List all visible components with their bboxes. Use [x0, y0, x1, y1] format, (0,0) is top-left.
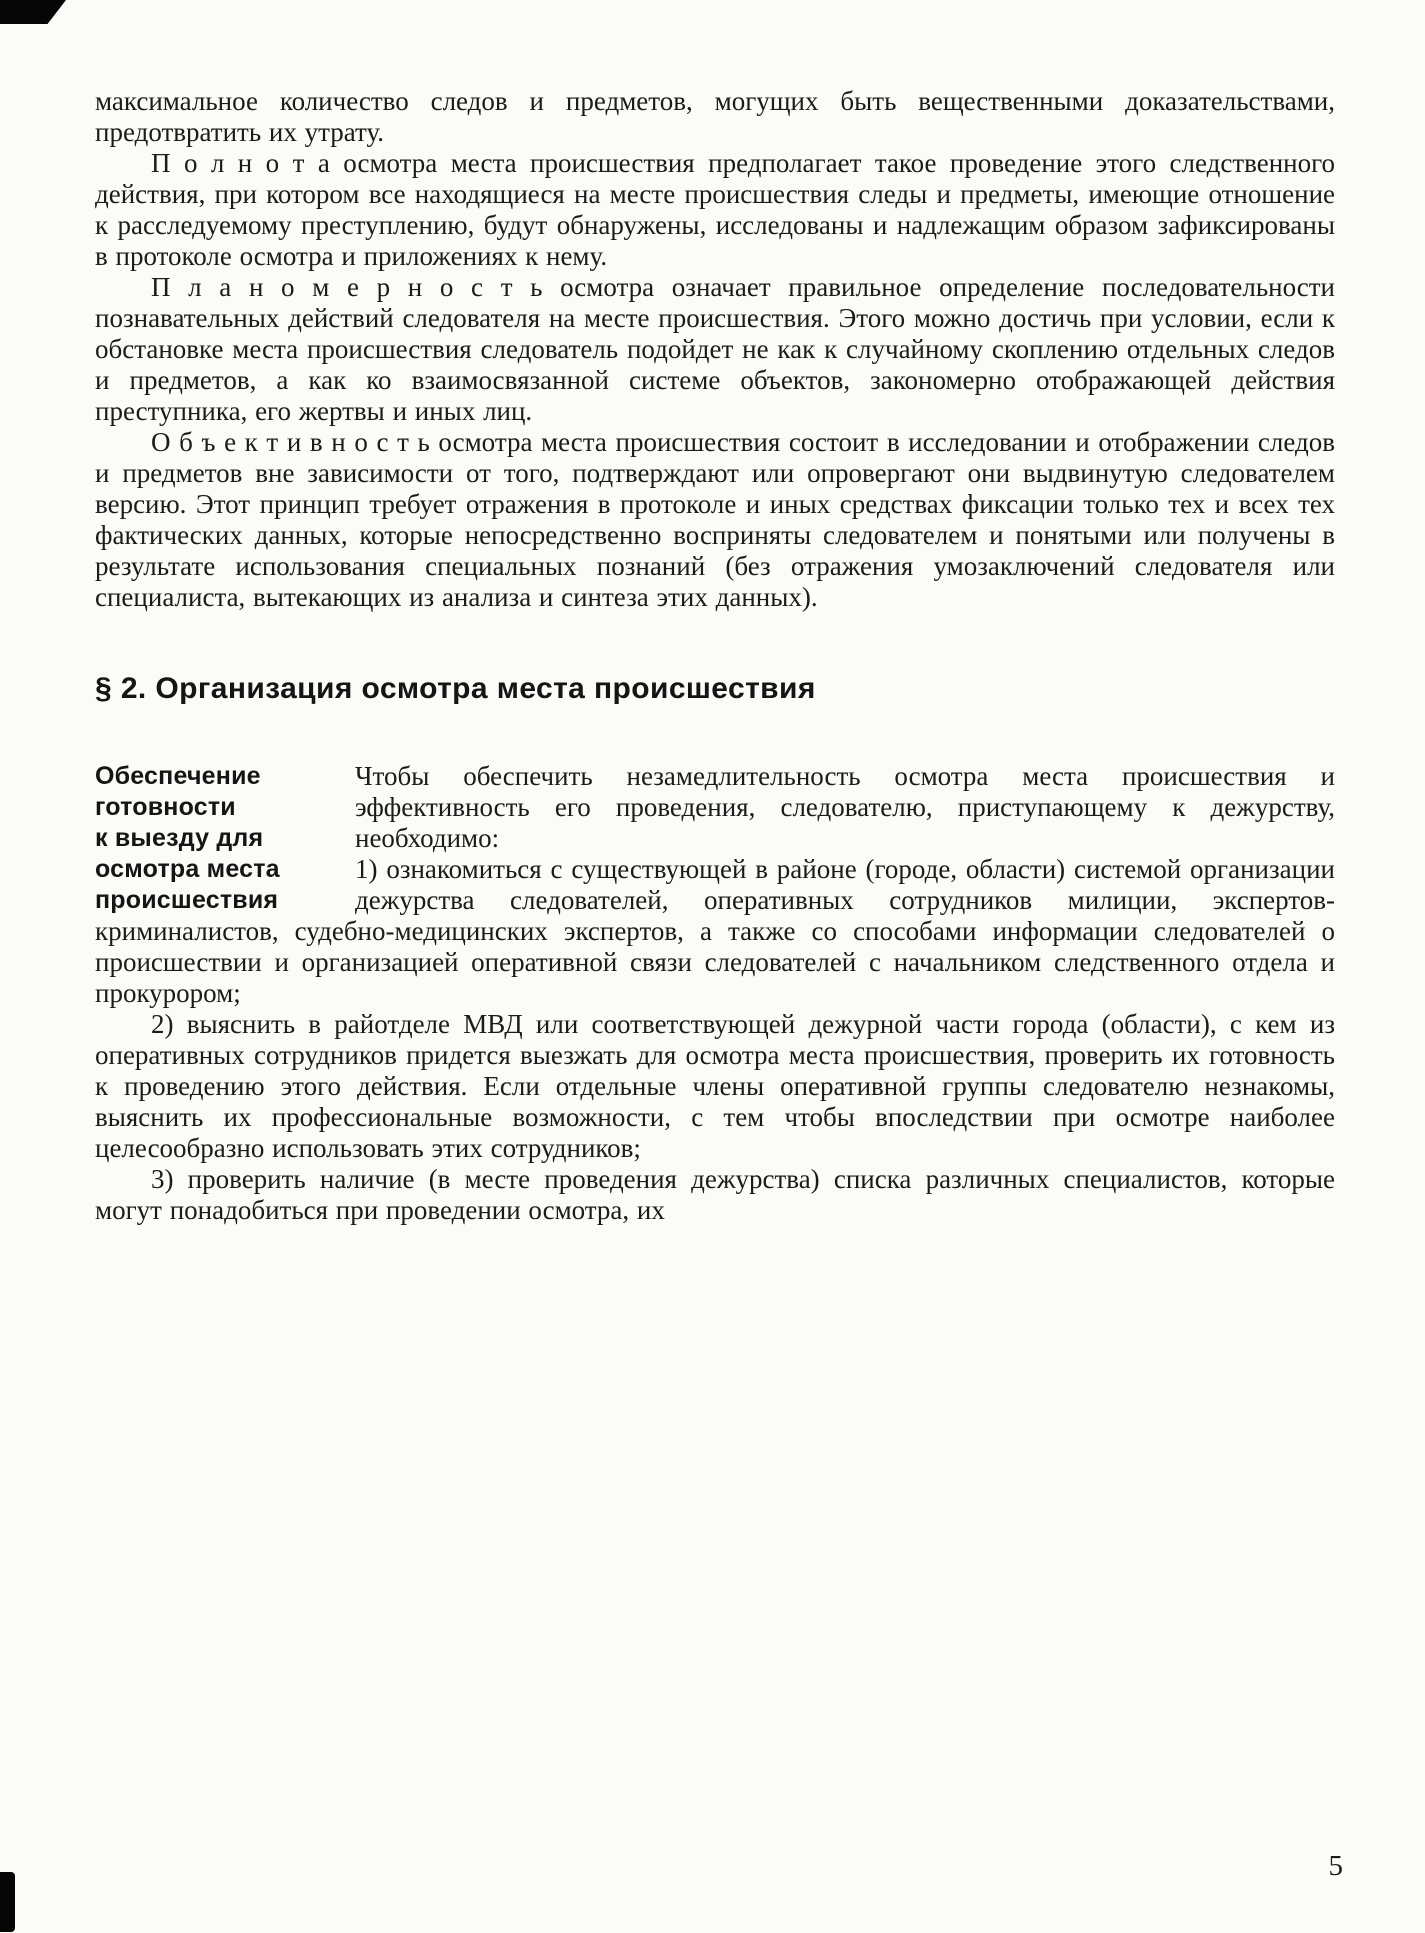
body-paragraph-polnota: П о л н о т а осмотра места происшествия предполагает такое проведение этого следственного действия, при котором все находящиеся на месте происшествия следы и предметы, имеющие отношение к расследуемому преступлению, будут обнаружены, исследованы и надлежащим образом зафиксированы в протоколе осмотра и приложениях к нему.	[95, 148, 1335, 271]
numbered-item-3: 3) проверить наличие (в месте проведения дежурства) списка различных специалистов, которые могут понадобиться при проведении осмотра, их	[95, 1164, 1335, 1225]
numbered-item-1: 1) ознакомиться с существующей в районе (городе, области) системой организации дежурства следователей, оперативных сотрудников милиции, экспертов-криминалистов, судебно-медицинских экспертов, а также со способами информации следователей о происшествии и организацией оперативной связи следователей с начальником следственного отдела и прокурором;	[95, 854, 1335, 1008]
margin-heading-line: к выезду для	[95, 824, 264, 852]
scan-artifact-bottom-left	[0, 1872, 15, 1932]
margin-heading-line: Обеспечение	[95, 762, 261, 790]
margin-heading	[95, 761, 355, 916]
page-number: 5	[1328, 1850, 1343, 1882]
numbered-item-2: 2) выяснить в райотделе МВД или соответствующей дежурной части города (области), с кем из оперативных сотрудников придется выезжать для осмотра места происшествия, проверить их готовность к проведению этого действия. Если отдельные члены оперативной группы следователю незнакомы, выяснить их профессиональные возможности, с тем чтобы впоследствии при осмотре наиболее целесообразно использовать этих сотрудников;	[95, 1009, 1335, 1163]
section-2-body	[95, 761, 1335, 1226]
section-heading: § 2. Организация осмотра места происшествия	[95, 672, 816, 705]
body-paragraph-obektivnost: О б ъ е к т и в н о с т ь осмотра места происшествия состоит в исследовании и отображении следов и предметов вне зависимости от того, подтверждают или опровергают они выдвинутую следователем версию. Этот принцип требует отражения в протоколе и иных средствах фиксации только тех и всех тех фактических данных, которые непосредственно восприняты следователем и понятыми или получены в результате использования специальных познаний (без отражения умозаключений следователя или специалиста, вытекающих из анализа и синтеза этих данных).	[95, 427, 1335, 612]
body-paragraph-planomernost: П л а н о м е р н о с т ь осмотра означает правильное определение последовательности познавательных действий следователя на месте происшествия. Этого можно достичь при условии, если к обстановке места происшествия следователь подойдет не как к случайному скоплению отдельных следов и предметов, а как ко взаимосвязанной системе объектов, закономерно отображающей действия преступника, его жертвы и иных лиц.	[95, 272, 1335, 426]
page-text-block	[95, 86, 1335, 1226]
margin-heading-line: происшествия	[95, 886, 279, 914]
margin-heading-line: осмотра места	[95, 855, 280, 883]
margin-heading-line: готовности	[95, 793, 236, 821]
body-paragraph-continuation: максимальное количество следов и предметов, могущих быть вещественными доказательствами, предотвратить их утрату.	[95, 86, 1335, 147]
intro-paragraph: Чтобы обеспечить незамедлительность осмотра места происшествия и эффективность его проведения, следователю, приступающему к дежурству, необходимо:	[355, 761, 1335, 853]
scan-artifact-top-left	[0, 0, 66, 24]
